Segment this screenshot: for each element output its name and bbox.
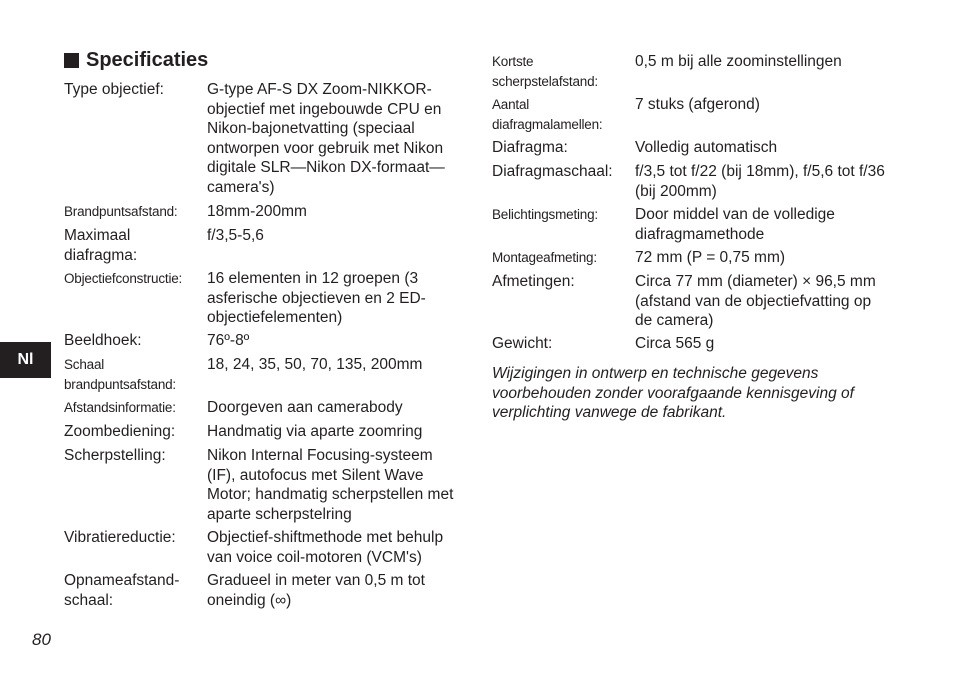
spec-value: Door middel van de volledige diafragmamethode <box>635 206 835 243</box>
spec-row <box>492 95 892 138</box>
spec-value: 16 elementen in 12 groepen (3 asferische objectieven en 2 ED-objectiefelementen) <box>207 270 426 326</box>
spec-value: Objectief-shiftmethode met behulp van voice coil-motoren (VCM's) <box>207 529 444 566</box>
spec-value: 7 stuks (afgerond) <box>635 96 760 113</box>
page-number: 80 <box>32 630 51 649</box>
spec-value: Nikon Internal Focusing-systeem (IF), autofocus met Silent Wave Motor; handmatig scherpstellen met aparte scherpstelring <box>207 447 454 523</box>
spec-value: 18mm-200mm <box>207 203 307 220</box>
spec-label: Type objectief: <box>64 81 164 98</box>
spec-row <box>492 248 892 272</box>
spec-value: 0,5 m bij alle zoominstellingen <box>635 53 842 70</box>
section-heading <box>64 48 208 72</box>
spec-value: Doorgeven aan camerabody <box>207 399 403 416</box>
spec-label: Aantal diafragmalamellen: <box>492 97 603 132</box>
spec-label: Kortste scherpstelafstand: <box>492 54 598 89</box>
spec-value: 18, 24, 35, 50, 70, 135, 200mm <box>207 356 423 373</box>
spec-value: Circa 77 mm (diameter) × 96,5 mm (afstand van de objectiefvatting op de camera) <box>635 273 876 329</box>
spec-row <box>64 571 464 610</box>
spec-row <box>492 205 892 248</box>
spec-value: Handmatig via aparte zoomring <box>207 423 423 440</box>
disclaimer-note: Wijzigingen in ontwerp en technische gegevens voorbehouden zonder voorafgaande kennisgeving of verplichting vanwege de fabrikant. <box>492 365 854 421</box>
spec-row <box>492 162 892 205</box>
spec-row <box>64 528 464 571</box>
spec-row <box>64 269 464 331</box>
language-tab: Nl <box>0 342 51 378</box>
spec-label: Afmetingen: <box>492 273 575 290</box>
spec-label: Scherpstelling: <box>64 447 166 464</box>
right-spec-column <box>492 52 892 423</box>
square-bullet-icon <box>64 53 79 68</box>
spec-label: Gewicht: <box>492 335 553 352</box>
spec-value: 76º-8º <box>207 332 250 349</box>
spec-label: Diafragma: <box>492 139 568 156</box>
spec-label: Beeldhoek: <box>64 332 142 349</box>
spec-row <box>64 331 464 355</box>
spec-row <box>64 446 464 528</box>
spec-label: Belichtingsmeting: <box>492 207 598 222</box>
spec-row <box>64 80 464 202</box>
spec-label: Vibratiereductie: <box>64 529 176 546</box>
spec-value: G-type AF-S DX Zoom-NIKKOR-objectief met ingebouwde CPU en Nikon-bajonetvatting (speciaal ontworpen voor gebruik met Nikon digitale SLR—Nikon DX-formaat—camera's) <box>207 81 445 196</box>
spec-label: Objectiefconstructie: <box>64 271 183 286</box>
spec-value: Volledig automatisch <box>635 139 778 156</box>
spec-label: Afstandsinformatie: <box>64 400 176 415</box>
spec-value: f/3,5-5,6 <box>207 227 264 244</box>
spec-label: Schaal brandpuntsafstand: <box>64 357 176 392</box>
spec-value: Circa 565 g <box>635 335 715 352</box>
spec-value: 72 mm (P = 0,75 mm) <box>635 249 786 266</box>
spec-label: Opnameafstand-schaal: <box>64 572 180 609</box>
spec-row <box>64 422 464 446</box>
spec-row <box>492 138 892 162</box>
spec-value: f/3,5 tot f/22 (bij 18mm), f/5,6 tot f/36 (bij 200mm) <box>635 163 885 200</box>
spec-row <box>492 272 892 334</box>
spec-row <box>64 355 464 398</box>
spec-label: Diafragmaschaal: <box>492 163 613 180</box>
left-spec-column <box>64 80 464 610</box>
spec-row <box>64 202 464 226</box>
page-title: Specificaties <box>86 49 209 71</box>
spec-row <box>492 52 892 95</box>
spec-value: Gradueel in meter van 0,5 m tot oneindig (∞) <box>207 572 425 609</box>
spec-label: Montageafmeting: <box>492 250 597 265</box>
spec-label: Brandpuntsafstand: <box>64 204 178 219</box>
spec-row <box>64 398 464 422</box>
spec-label: Zoombediening: <box>64 423 176 440</box>
spec-row <box>64 226 464 269</box>
spec-row <box>492 334 892 360</box>
spec-label: Maximaal diafragma: <box>64 227 138 264</box>
